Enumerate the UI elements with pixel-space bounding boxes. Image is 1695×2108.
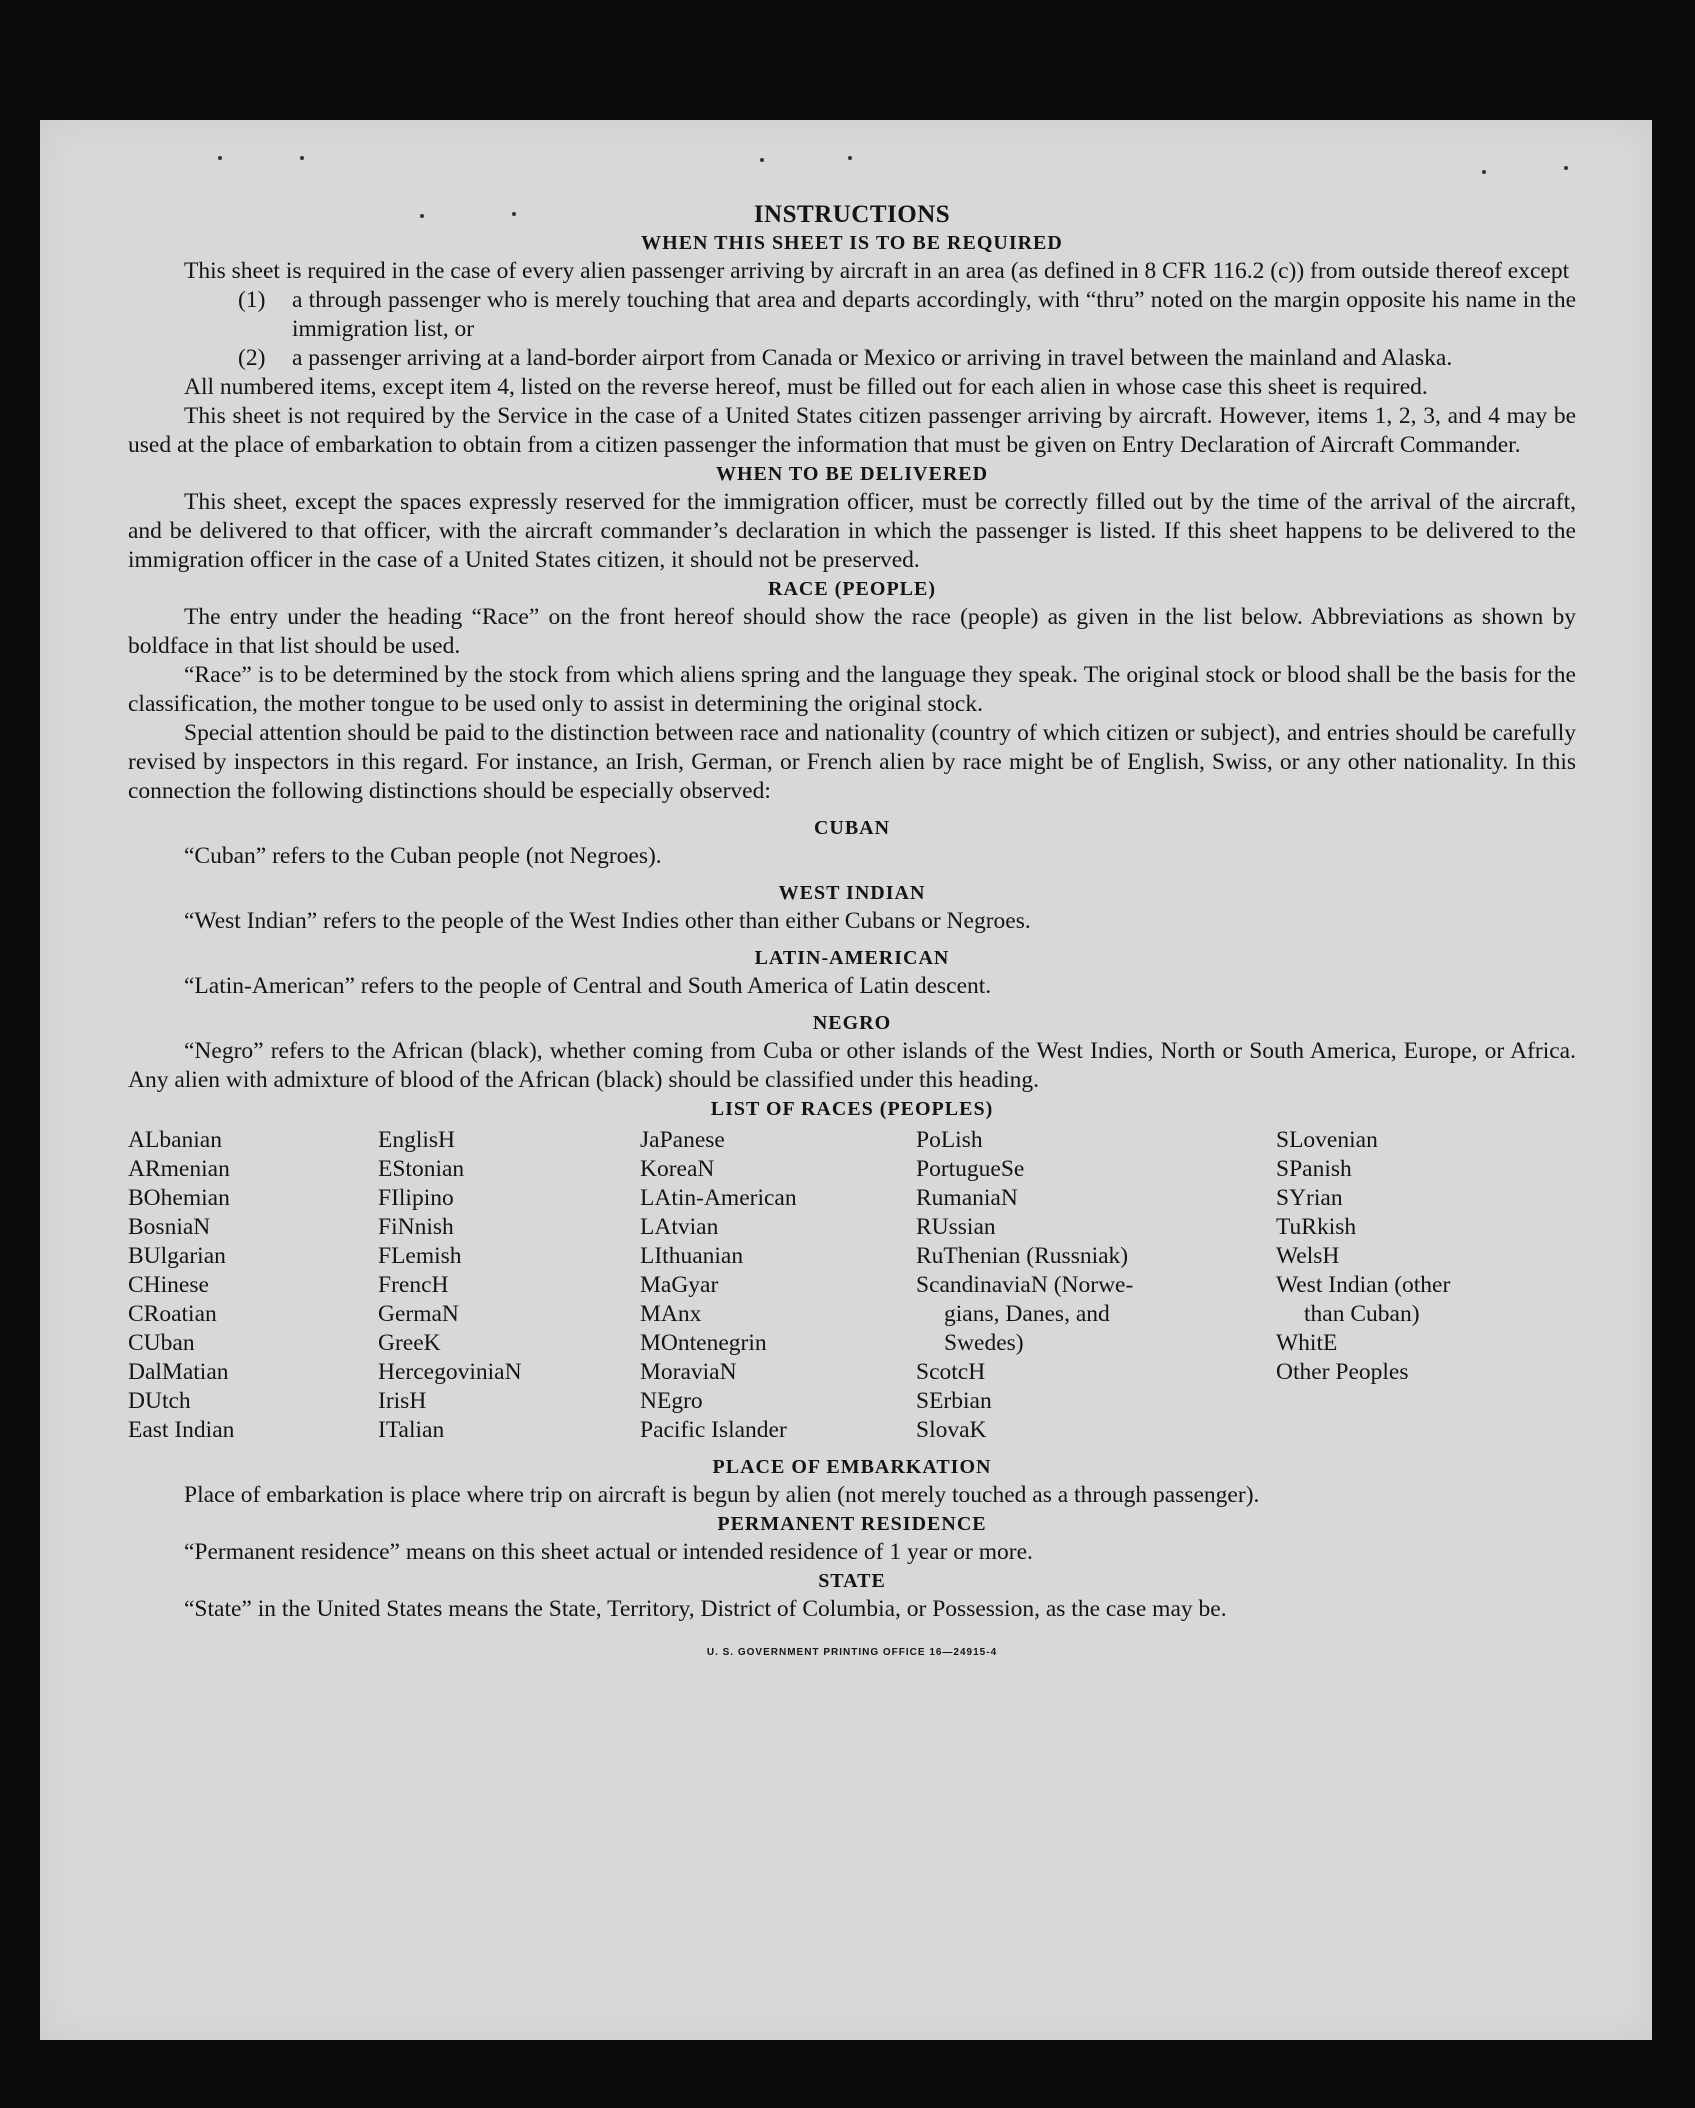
printer-imprint: U. S. GOVERNMENT PRINTING OFFICE 16—24915-4: [706, 1647, 998, 1658]
race-entry: DalMatian: [128, 1359, 229, 1385]
race-entry: ScandinaviaN (Norwe-: [916, 1272, 1134, 1298]
list-item-exception-1: [128, 286, 1576, 344]
race-entry: SErbian: [916, 1388, 992, 1414]
race-entry: BOhemian: [128, 1185, 230, 1211]
race-entry: FLemish: [378, 1243, 462, 1269]
section-heading-list-of-races: LIST OF RACES (PEOPLES): [710, 1098, 994, 1120]
race-entry: SLovenian: [1276, 1127, 1378, 1153]
race-entry: East Indian: [128, 1417, 235, 1443]
race-entry: HercegoviniaN: [378, 1359, 522, 1385]
paragraph-numbered-items: All numbered items, except item 4, listed on the reverse hereof, must be filled out for each alien in whose case this sheet is required.: [184, 374, 1428, 400]
paragraph-west-indian: “West Indian” refers to the people of the West Indies other than either Cubans or Negroes.: [184, 908, 1031, 934]
race-entry: ARmenian: [128, 1156, 230, 1182]
section-heading-delivered: WHEN TO BE DELIVERED: [715, 463, 989, 485]
document-sheet: [40, 120, 1652, 2040]
section-heading-latin-american: LATIN-AMERICAN: [754, 947, 950, 969]
paragraph-required-intro: This sheet is required in the case of every alien passenger arriving by aircraft in an area (as defined in 8 CFR 116.2 (c)) from outside thereof except: [184, 258, 1570, 284]
paragraph-embarkation: Place of embarkation is place where trip on aircraft is begun by alien (not merely touched as a through passenger).: [184, 1482, 1260, 1508]
race-entry: MaGyar: [640, 1272, 719, 1298]
list-number: (1): [238, 287, 266, 313]
paragraph-residence: “Permanent residence” means on this sheet actual or intended residence of 1 year or more.: [184, 1539, 1033, 1565]
paragraph-race-nationality: Special attention should be paid to the distinction between race and nationality (country of which citizen or subject), and entries should be carefully revised by inspectors in this regard. For instance, an Irish, German, or French alien by race might be of English, Swiss, or any other nationality. In this connection the following distinctions should be especially observed:: [128, 720, 1576, 804]
scan-speck: [1564, 166, 1568, 170]
race-entry: SlovaK: [916, 1417, 987, 1443]
race-entry: BUlgarian: [128, 1243, 226, 1269]
race-column-2: [378, 1126, 640, 1445]
list-text: a passenger arriving at a land-border airport from Canada or Mexico or arriving in travel between the mainland and Alaska.: [292, 345, 1453, 371]
race-entry: DUtch: [128, 1388, 191, 1414]
paragraph-latin-american: “Latin-American” refers to the people of Central and South America of Latin descent.: [184, 973, 992, 999]
race-entry: FIlipino: [378, 1185, 454, 1211]
race-entry: Other Peoples: [1276, 1359, 1409, 1385]
paragraph-delivery: This sheet, except the spaces expressly reserved for the immigration officer, must be correctly filled out by the time of the arrival of the aircraft, and be delivered to that officer, with the aircraft commander’s declaration in which the passenger is listed. If this sheet happens to be delivered to the immigration officer in the case of a United States citizen, it should not be preserved.: [128, 489, 1576, 573]
race-entry: RUssian: [916, 1214, 996, 1240]
section-heading-state: STATE: [818, 1570, 886, 1592]
race-entry: ITalian: [378, 1417, 445, 1443]
section-heading-negro: NEGRO: [812, 1012, 892, 1034]
scan-speck: [300, 156, 304, 160]
race-entry-continued: gians, Danes, and: [944, 1301, 1110, 1327]
scan-speck: [760, 158, 764, 162]
section-heading-cuban: CUBAN: [813, 817, 891, 839]
paragraph-cuban: “Cuban” refers to the Cuban people (not Negroes).: [184, 843, 662, 869]
paragraph-negro: “Negro” refers to the African (black), whether coming from Cuba or other islands of the West Indies, North or South America, Europe, or Africa. Any alien with admixture of blood of the African (black) should be classified under this heading.: [128, 1038, 1576, 1093]
section-heading-residence: PERMANENT RESIDENCE: [717, 1513, 987, 1535]
race-entry: BosniaN: [128, 1214, 211, 1240]
race-entry: WelsH: [1276, 1243, 1340, 1269]
race-entry: LAtvian: [640, 1214, 719, 1240]
page-title: INSTRUCTIONS: [753, 201, 951, 228]
paragraph-race-stock: “Race” is to be determined by the stock from which aliens spring and the language they speak. The original stock or blood shall be the basis for the classification, the mother tongue to be used only to assist in determining the original stock.: [128, 662, 1576, 717]
section-heading-race: RACE (PEOPLE): [768, 578, 936, 600]
race-entry: NEgro: [640, 1388, 703, 1414]
race-entry: PoLish: [916, 1127, 983, 1153]
section-heading-required: WHEN THIS SHEET IS TO BE REQUIRED: [641, 232, 1063, 254]
paragraph-race-entry: The entry under the heading “Race” on the front hereof should show the race (people) as given in the list below. Abbreviations as shown by boldface in that list should be used.: [128, 604, 1576, 659]
race-entry: CUban: [128, 1330, 195, 1356]
list-text: a through passenger who is merely touching that area and departs accordingly, with “thru” noted on the margin opposite his name in the immigration list, or: [292, 287, 1576, 342]
race-entry: FiNnish: [378, 1214, 454, 1240]
race-entry: EnglisH: [378, 1127, 456, 1153]
race-column-3: [640, 1126, 916, 1445]
section-heading-west-indian: WEST INDIAN: [778, 882, 926, 904]
race-column-4: [916, 1126, 1206, 1445]
race-entry: RuThenian (Russniak): [916, 1243, 1129, 1269]
race-entry: ScotcH: [916, 1359, 986, 1385]
race-entry: ALbanian: [128, 1127, 222, 1153]
race-list-table: [128, 1126, 1576, 1445]
scan-speck: [1482, 170, 1486, 174]
race-entry: RumaniaN: [916, 1185, 1018, 1211]
race-entry: MAnx: [640, 1301, 702, 1327]
race-entry: WhitE: [1276, 1330, 1338, 1356]
race-entry: LAtin-American: [640, 1185, 797, 1211]
paragraph-citizen: This sheet is not required by the Service in the case of a United States citizen passenger arriving by aircraft. However, items 1, 2, 3, and 4 may be used at the place of embarkation to obtain from a citizen passenger the information that must be given on Entry Declaration of Aircraft Commander.: [128, 403, 1576, 458]
race-entry: FrencH: [378, 1272, 449, 1298]
race-entry: TuRkish: [1276, 1214, 1357, 1240]
paragraph-state: “State” in the United States means the State, Territory, District of Columbia, or Possession, as the case may be.: [184, 1596, 1227, 1622]
list-item-exception-2: [128, 344, 1576, 373]
race-column-1: [128, 1126, 378, 1445]
race-entry: KoreaN: [640, 1156, 715, 1182]
race-entry: JaPanese: [640, 1127, 725, 1153]
race-entry: PortugueSe: [916, 1156, 1025, 1182]
race-entry: SPanish: [1276, 1156, 1352, 1182]
race-entry: Pacific Islander: [640, 1417, 787, 1443]
race-column-5: [1276, 1126, 1546, 1445]
race-entry: EStonian: [378, 1156, 465, 1182]
race-entry: LIthuanian: [640, 1243, 744, 1269]
race-entry: GermaN: [378, 1301, 459, 1327]
race-entry: MOntenegrin: [640, 1330, 767, 1356]
race-entry: MoraviaN: [640, 1359, 737, 1385]
race-entry: IrisH: [378, 1388, 427, 1414]
race-entry: CRoatian: [128, 1301, 217, 1327]
scan-speck: [218, 156, 222, 160]
race-entry: CHinese: [128, 1272, 209, 1298]
race-entry: GreeK: [378, 1330, 441, 1356]
race-entry-continued: than Cuban): [1304, 1301, 1420, 1327]
race-entry: SYrian: [1276, 1185, 1343, 1211]
race-entry: West Indian (other: [1276, 1272, 1451, 1298]
list-number: (2): [238, 345, 266, 371]
section-heading-embarkation: PLACE OF EMBARKATION: [712, 1456, 992, 1478]
instructions-content: [128, 200, 1576, 1667]
scan-speck: [848, 156, 852, 160]
race-entry-continued: Swedes): [944, 1330, 1024, 1356]
